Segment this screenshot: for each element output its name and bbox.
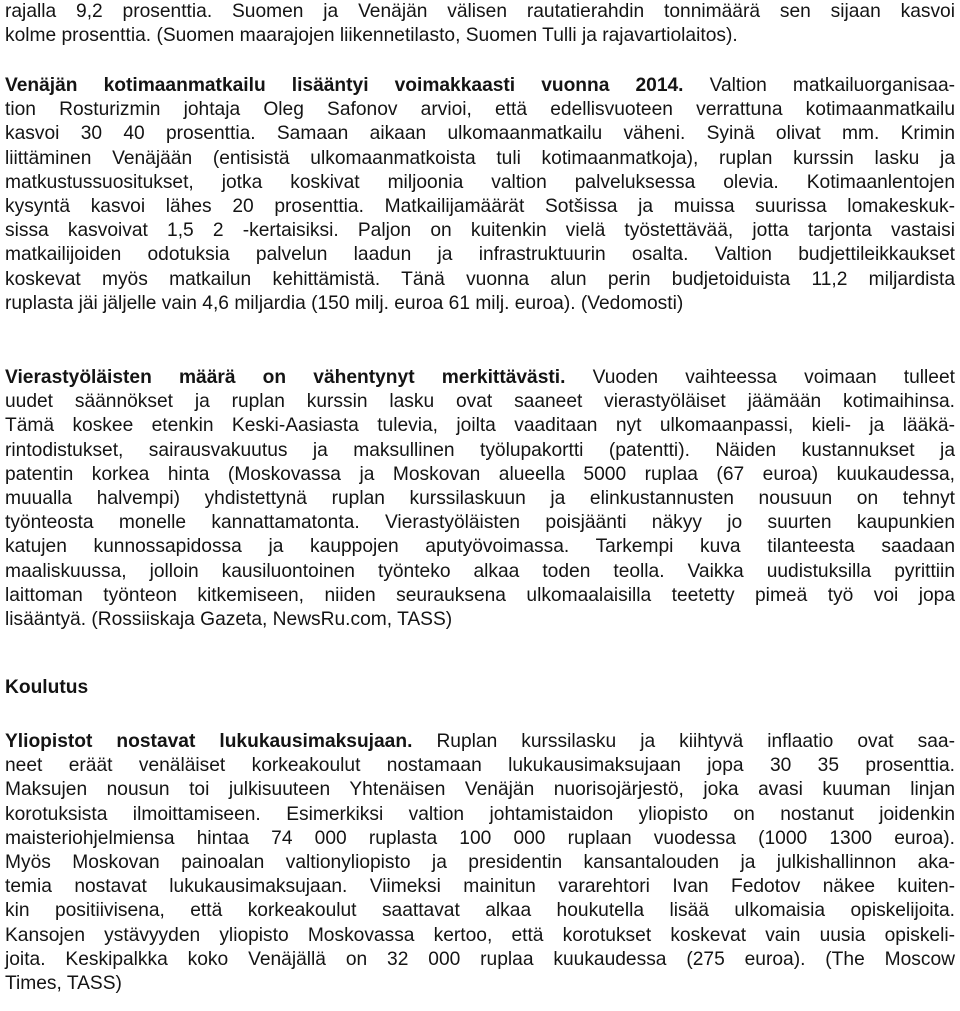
text-line: rajalla 9,2 prosenttia. Suomen ja Venäjän välisen rautatierahdin tonnimäärä sen sijaan kasvoi <box>5 1 955 22</box>
text-line: Maksujen nousun toi julkisuuteen Yhtenäisen Venäjän nuorisojärjestö, joka avasi kuuman linjan <box>5 779 955 801</box>
text-line: Times, TASS) <box>5 972 122 994</box>
text-line: korotuksista ilmoittamiseen. Esimerkiksi valtion johtamistaidon yliopisto on nostanut joidenkin <box>5 803 955 825</box>
paragraph-lead: Vierastyöläisten määrä on vähentynyt merkittävästi. <box>5 367 566 388</box>
text-line: maaliskuussa, jolloin kausiluontoinen työnteko alkaa toden teolla. Vaikka uudistuksilla pyrittiin <box>5 560 955 582</box>
text-fragment: Vuoden vaihteessa voimaan tulleet <box>565 367 955 388</box>
text-line: maisteriohjelmiensa hintaa 74 000 ruplasta 100 000 ruplaan vuodessa (1000 1300 euroa). <box>5 827 955 849</box>
text-line: muualla halvempi) yhdistettynä ruplan kurssilaskuun ja elinkustannusten nousuun on tehnyt <box>5 487 955 509</box>
text-line: neet eräät venäläiset korkeakoulut nostamaan lukukausimaksujaan jopa 30 35 prosenttia. <box>5 755 955 777</box>
text-line: työnteosta monelle kannattamatonta. Vierastyöläisten poisjäänti näkyy jo suurten kaupunkien <box>5 512 955 534</box>
text-fragment: Ruplan kurssilasku ja kiihtyvä inflaatio ovat saa- <box>412 731 955 752</box>
text-line: lisääntyä. (Rossiiskaja Gazeta, NewsRu.com, TASS) <box>5 608 453 630</box>
text-line <box>5 366 955 390</box>
text-line: kolme prosenttia. (Suomen maarajojen liikennetilasto, Suomen Tulli ja rajavartiolaitos). <box>5 25 738 47</box>
text-line: tion Rosturizmin johtaja Oleg Safonov arvioi, että edellisvuoteen verrattuna kotimaanmatkailu <box>5 99 955 121</box>
text-line: patentin korkea hinta (Moskovassa ja Moskovan alueella 5000 ruplaa (67 euroa) kuukaudessa, <box>5 463 955 485</box>
text-line <box>5 730 955 754</box>
text-line: matkustussuositukset, jotka koskivat miljoonia valtion palveluksessa olevia. Kotimaanlentojen <box>5 171 955 193</box>
text-line: joita. Keskipalkka koko Venäjällä on 32 000 ruplaa kuukaudessa (275 euroa). (The Moscow <box>5 948 955 970</box>
text-line: Tämä koskee etenkin Keski-Aasiasta tulevia, joilta vaaditaan nyt ulkomaanpassi, kieli- ja lääkä- <box>5 415 955 437</box>
text-line: Kansojen ystävyyden yliopisto Moskovassa kertoo, että korotukset koskevat vain uusia opiskeli- <box>5 924 955 946</box>
text-line: temia nostavat lukukausimaksujaan. Viimeksi mainitun vararehtori Ivan Fedotov näkee kuiten- <box>5 876 955 898</box>
paragraph-lead: Venäjän kotimaanmatkailu lisääntyi voimakkaasti vuonna 2014. <box>5 75 684 96</box>
paragraph-university-fees <box>5 730 955 996</box>
text-line <box>5 74 955 98</box>
paragraph-migrant-workers <box>5 366 955 632</box>
paragraph-rail-freight <box>5 0 955 48</box>
text-line: laittoman työnteon kitkemiseen, niiden seurauksena ulkomaalaisilla teetetty pimeä työ voi jopa <box>5 584 955 606</box>
text-line: kin positiivisena, että korkeakoulut saattavat alkaa houkutella lisää ulkomaisia opiskelijoita. <box>5 900 955 922</box>
text-line: sissa kasvoivat 1,5 2 -kertaisiksi. Paljon on kuitenkin vielä työstettävää, jotta tarjonta vastaisi <box>5 220 955 242</box>
text-line: katujen kunnossapidossa ja kauppojen aputyövoimassa. Tarkempi kuva tilanteesta saadaan <box>5 536 955 558</box>
paragraph-lead: Yliopistot nostavat lukukausimaksujaan. <box>5 731 413 752</box>
text-line: koskevat myös matkailun kehittämistä. Tänä vuonna alun perin budjetoiduista 11,2 miljardista <box>5 268 955 290</box>
text-line: matkailijoiden odotuksia palvelun laadun ja infrastruktuurin osalta. Valtion budjettileikkaukset <box>5 244 955 266</box>
paragraph-domestic-tourism <box>5 74 955 316</box>
text-fragment: Valtion matkailuorganisaa- <box>683 75 956 96</box>
text-line: uudet säännökset ja ruplan kurssin lasku ovat saaneet vierastyöläiset jäämään kotimaihinsa. <box>5 391 955 413</box>
text-line: kasvoi 30 40 prosenttia. Samaan aikaan ulkomaanmatkailu väheni. Syinä olivat mm. Krimin <box>5 123 955 145</box>
text-line: liittäminen Venäjään (entisistä ulkomaanmatkoista tuli kotimaanmatkoja), ruplan kurssin lasku ja <box>5 147 955 169</box>
text-line: rintodistukset, sairausvakuutus ja maksullinen työlupakortti (patentti). Näiden kustannukset ja <box>5 439 955 461</box>
text-line: ruplasta jäi jäljelle vain 4,6 miljardia (150 milj. euroa 61 milj. euroa). (Vedomosti) <box>5 292 684 314</box>
text-line: Myös Moskovan painoalan valtionyliopisto ja presidentin kansantalouden ja julkishallinnon aka- <box>5 851 955 873</box>
section-heading: Koulutus <box>5 677 89 698</box>
text-line: kysyntä kasvoi lähes 20 prosenttia. Matkailijamäärät Sotšissa ja muissa suurissa lomakeskuk- <box>5 195 955 217</box>
